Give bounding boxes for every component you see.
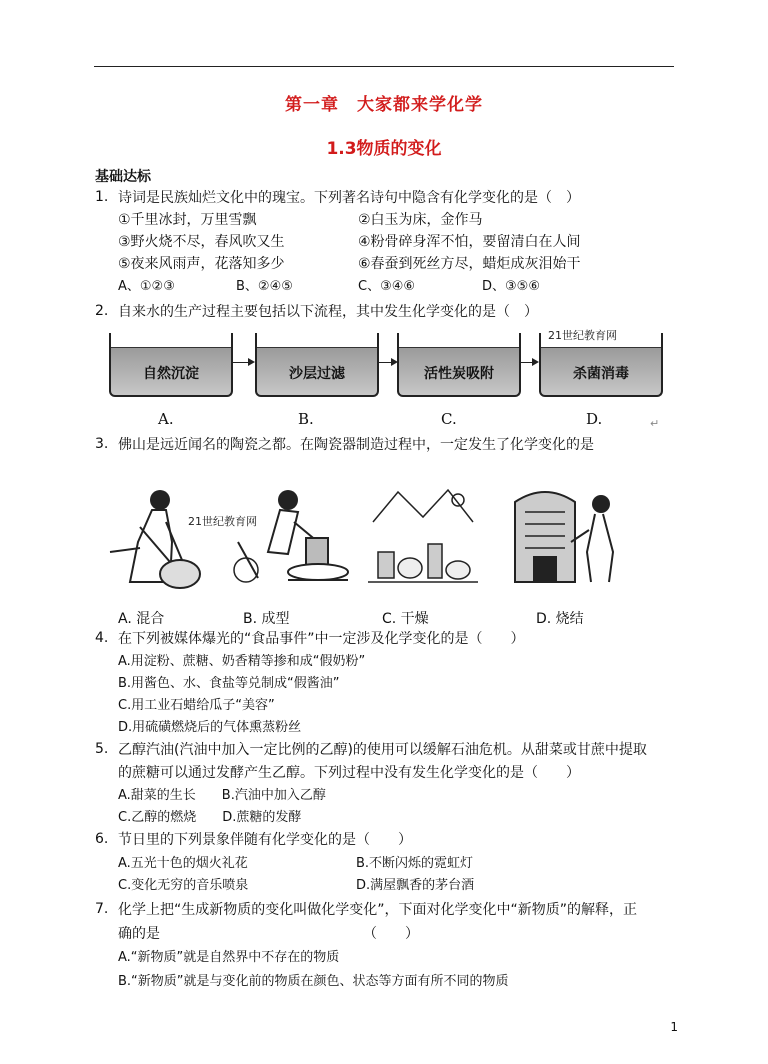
q7-option-a: A.“新物质”就是自然界中不存在的物质 — [118, 950, 340, 965]
illustration-drying — [368, 482, 478, 592]
q1-stem: 诗词是民族灿烂文化中的瑰宝。下列著名诗句中隐含有化学变化的是（ ） — [118, 190, 580, 206]
page-number: 1 — [670, 1020, 678, 1034]
tank-label-a: 自然沉淀 — [143, 366, 199, 382]
illustration-mixing — [100, 482, 210, 592]
top-rule — [94, 66, 674, 67]
q1-option-1: ①千里冰封，万里雪飘 — [118, 212, 257, 228]
q6-option-d: D.满屋飘香的茅台酒 — [356, 878, 475, 893]
tank-label-b: 沙层过滤 — [289, 366, 345, 382]
illustration-firing — [505, 482, 630, 592]
diagram-letter-a: A. — [158, 410, 174, 428]
basics-heading: 基础达标 — [95, 169, 151, 185]
section-title: 1.3物质的变化 — [326, 139, 442, 159]
q5-options-cd: C.乙醇的燃烧 D.蔗糖的发酵 — [118, 810, 302, 825]
q1-option-5: ⑤夜来风雨声，花落知多少 — [118, 256, 285, 272]
q3-number: 3. — [95, 436, 109, 452]
tank-sedimentation — [109, 333, 233, 397]
q3-stem: 佛山是远近闻名的陶瓷之都。在陶瓷器制造过程中，一定发生了化学变化的是 — [118, 437, 594, 453]
tank-carbon-adsorption — [397, 333, 521, 397]
q5-stem-line2: 的蔗糖可以通过发酵产生乙醇。下列过程中没有发生化学变化的是（ ） — [118, 765, 580, 781]
q4-option-c: C.用工业石蜡给瓜子“美容” — [118, 698, 275, 713]
q6-option-c: C.变化无穷的音乐喷泉 — [118, 878, 249, 893]
q2-number: 2. — [95, 303, 109, 319]
q5-options-ab: A.甜菜的生长 B.汽油中加入乙醇 — [118, 788, 326, 803]
q1-option-3: ③野火烧不尽，春风吹又生 — [118, 234, 285, 250]
watermark-q2: 21世纪教育网 — [548, 329, 617, 342]
q5-stem-line1: 乙醇汽油(汽油中加入一定比例的乙醇)的使用可以缓解石油危机。从甜菜或甘蔗中提取 — [118, 742, 647, 758]
q1-option-2: ②白玉为床，金作马 — [358, 212, 483, 228]
q3-label-c: C. 干燥 — [382, 611, 429, 627]
diagram-letter-c: C. — [441, 410, 457, 428]
q6-option-a: A.五光十色的烟火礼花 — [118, 856, 248, 871]
tank-label-d: 杀菌消毒 — [573, 366, 629, 382]
diagram-letter-b: B. — [298, 410, 314, 428]
q4-option-b: B.用酱色、水、食盐等兑制成“假酱油” — [118, 676, 340, 691]
tank-sand-filter — [255, 333, 379, 397]
q1-choice-d: D、③⑤⑥ — [482, 279, 540, 294]
flow-arrow-2 — [378, 362, 396, 363]
q2-stem: 自来水的生产过程主要包括以下流程，其中发生化学变化的是（ ） — [118, 304, 538, 320]
q3-label-d: D. 烧结 — [536, 611, 584, 627]
flow-arrow-3 — [519, 362, 537, 363]
chapter-title: 第一章 大家都来学化学 — [285, 95, 483, 115]
q5-number: 5. — [95, 741, 109, 757]
q1-option-4: ④粉骨碎身浑不怕，要留清白在人间 — [358, 234, 581, 250]
q7-stem-line1: 化学上把“生成新物质的变化叫做化学变化”，下面对化学变化中“新物质”的解释，正 — [118, 902, 638, 918]
q6-option-b: B.不断闪烁的霓虹灯 — [356, 856, 474, 871]
q7-stem-line2: 确的是 （ ） — [118, 926, 419, 942]
q4-option-a: A.用淀粉、蔗糖、奶香精等掺和成“假奶粉” — [118, 654, 366, 669]
q3-label-b: B. 成型 — [243, 611, 290, 627]
q1-choice-c: C、③④⑥ — [358, 279, 416, 294]
illustration-forming — [228, 482, 358, 592]
q7-option-b: B.“新物质”就是与变化前的物质在颜色、状态等方面有所不同的物质 — [118, 974, 509, 989]
q1-option-6: ⑥春蚕到死丝方尽，蜡炬成灰泪始干 — [358, 256, 581, 272]
return-mark: ↵ — [650, 417, 660, 430]
q7-number: 7. — [95, 901, 109, 917]
q6-stem: 节日里的下列景象伴随有化学变化的是（ ） — [118, 832, 412, 848]
watermark-q3: 21世纪教育网 — [188, 515, 257, 528]
q1-choice-b: B、②④⑤ — [236, 279, 293, 294]
q4-stem: 在下列被媒体爆光的“食品事件”中一定涉及化学变化的是（ ） — [118, 631, 525, 647]
q4-number: 4. — [95, 630, 109, 646]
q1-number: 1. — [95, 189, 109, 205]
q6-number: 6. — [95, 831, 109, 847]
flow-arrow-1 — [233, 362, 253, 363]
q1-choice-a: A、①②③ — [118, 279, 175, 294]
q4-option-d: D.用硫磺燃烧后的气体熏蒸粉丝 — [118, 720, 302, 735]
diagram-letter-d: D. — [586, 410, 603, 428]
tank-label-c: 活性炭吸附 — [424, 366, 494, 382]
q3-label-a: A. 混合 — [118, 611, 165, 627]
